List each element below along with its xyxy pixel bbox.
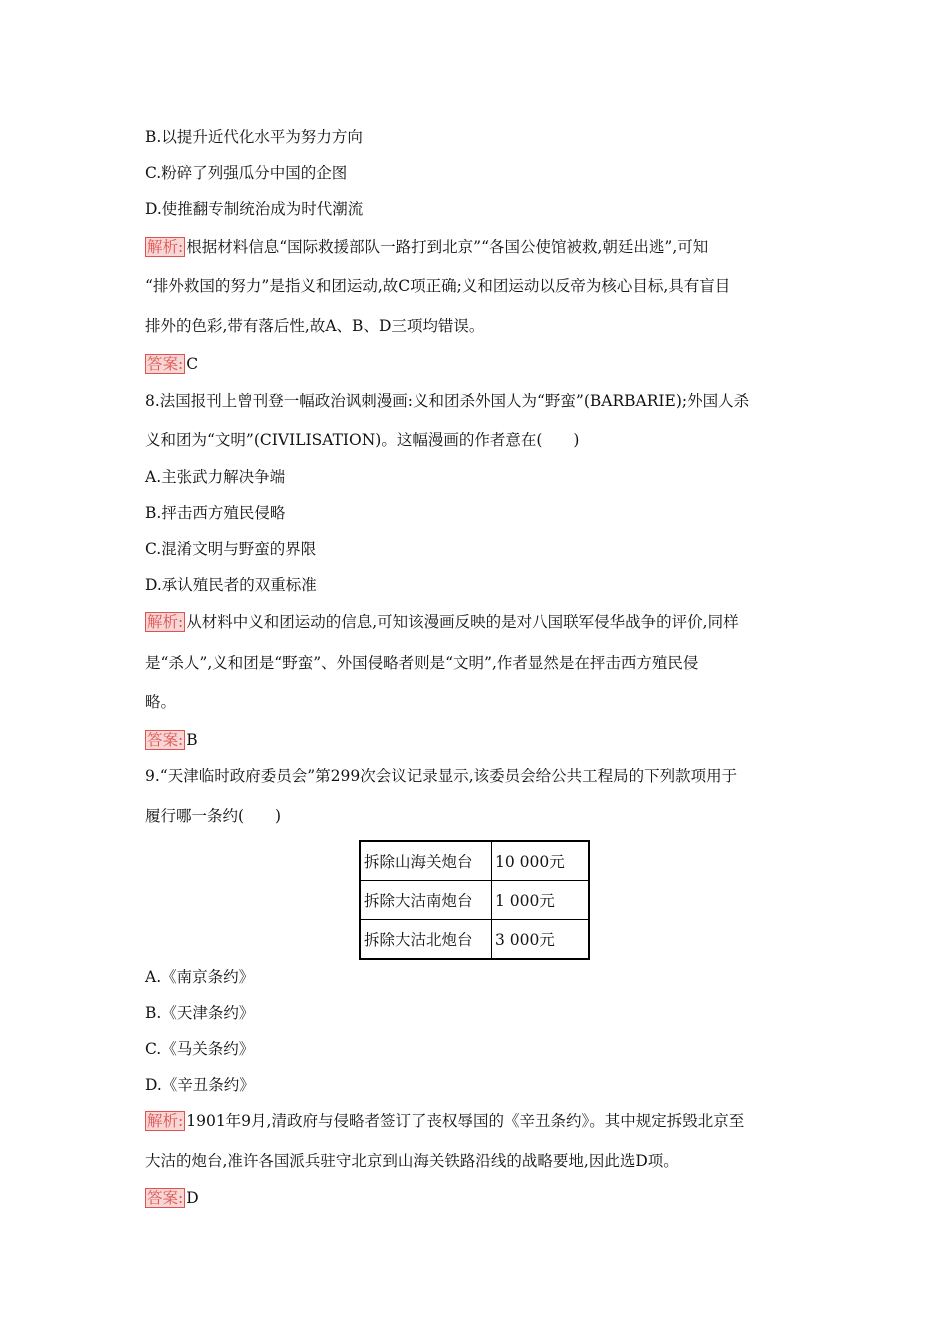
q7-option-c: C.粉碎了列强瓜分中国的企图 <box>145 164 348 182</box>
q9-stem-line-2: 履行哪一条约( ) <box>145 807 282 825</box>
table-cell: 10 000元 <box>492 841 590 881</box>
q8-analysis-line-3: 略。 <box>145 693 177 711</box>
q9-option-a: A.《南京条约》 <box>145 968 255 986</box>
q8-option-d: D.承认殖民者的双重标准 <box>145 576 317 594</box>
table-cell: 1 000元 <box>492 881 590 920</box>
q8-option-c: C.混淆文明与野蛮的界限 <box>145 540 317 558</box>
q7-option-b: B.以提升近代化水平为努力方向 <box>145 128 363 146</box>
q9-option-b: B.《天津条约》 <box>145 1004 255 1022</box>
q8-stem-line-2: 义和团为“文明”(CIVILISATION)。这幅漫画的作者意在( ) <box>145 431 580 449</box>
q7-option-d: D.使推翻专制统治成为时代潮流 <box>145 200 364 218</box>
q7-analysis-line-1 <box>145 237 708 257</box>
q8-analysis-line-2: 是“杀人”,义和团是“野蛮”、外国侵略者则是“文明”,作者显然是在抨击西方殖民侵 <box>145 654 699 672</box>
q8-answer-value: B <box>186 731 198 749</box>
q9-option-c: C.《马关条约》 <box>145 1040 255 1058</box>
table-row <box>360 881 589 920</box>
q8-analysis-line-1 <box>145 612 739 632</box>
table-row <box>360 920 589 960</box>
q7-analysis-line-3: 排外的色彩,带有落后性,故A、B、D三项均错误。 <box>145 317 485 335</box>
q7-analysis-line-2: “排外救国的努力”是指义和团运动,故C项正确;义和团运动以反帝为核心目标,具有盲目 <box>145 277 731 295</box>
table-row <box>360 841 589 881</box>
q9-option-d: D.《辛丑条约》 <box>145 1076 255 1094</box>
table-cell: 拆除大沽北炮台 <box>360 920 492 960</box>
q7-answer-value: C <box>186 355 199 373</box>
q7-analysis-text-1: 根据材料信息“国际救援部队一路打到北京”“各国公使馆被救,朝廷出逃”,可知 <box>186 238 709 256</box>
q8-option-a: A.主张武力解决争端 <box>145 468 286 486</box>
table-cell: 3 000元 <box>492 920 590 960</box>
q9-answer-value: D <box>186 1189 199 1207</box>
table-cell: 拆除山海关炮台 <box>360 841 492 881</box>
q9-answer <box>145 1188 199 1208</box>
q8-stem-line-1: 8.法国报刊上曾刊登一幅政治讽刺漫画:义和团杀外国人为“野蛮”(BARBARIE);外国人杀 <box>145 392 750 410</box>
q8-analysis-text-1: 从材料中义和团运动的信息,可知该漫画反映的是对八国联军侵华战争的评价,同样 <box>186 613 739 631</box>
answer-tag: 答案: <box>147 731 184 749</box>
q9-stem-line-1: 9.“天津临时政府委员会”第299次会议记录显示,该委员会给公共工程局的下列款项用于 <box>145 767 738 785</box>
analysis-tag: 解析: <box>147 1112 184 1130</box>
q9-analysis-text-1: 1901年9月,清政府与侵略者签订了丧权辱国的《辛丑条约》。其中规定拆毁北京至 <box>186 1112 745 1130</box>
fee-table <box>359 840 590 960</box>
analysis-tag: 解析: <box>147 238 184 256</box>
q7-answer <box>145 354 198 374</box>
answer-tag: 答案: <box>147 355 184 373</box>
analysis-tag: 解析: <box>147 613 184 631</box>
table-cell: 拆除大沽南炮台 <box>360 881 492 920</box>
q9-analysis-line-2: 大沽的炮台,准许各国派兵驻守北京到山海关铁路沿线的战略要地,因此选D项。 <box>145 1152 679 1170</box>
q9-analysis-line-1 <box>145 1111 744 1131</box>
q8-option-b: B.抨击西方殖民侵略 <box>145 504 286 522</box>
q8-answer <box>145 730 198 750</box>
answer-tag: 答案: <box>147 1189 184 1207</box>
